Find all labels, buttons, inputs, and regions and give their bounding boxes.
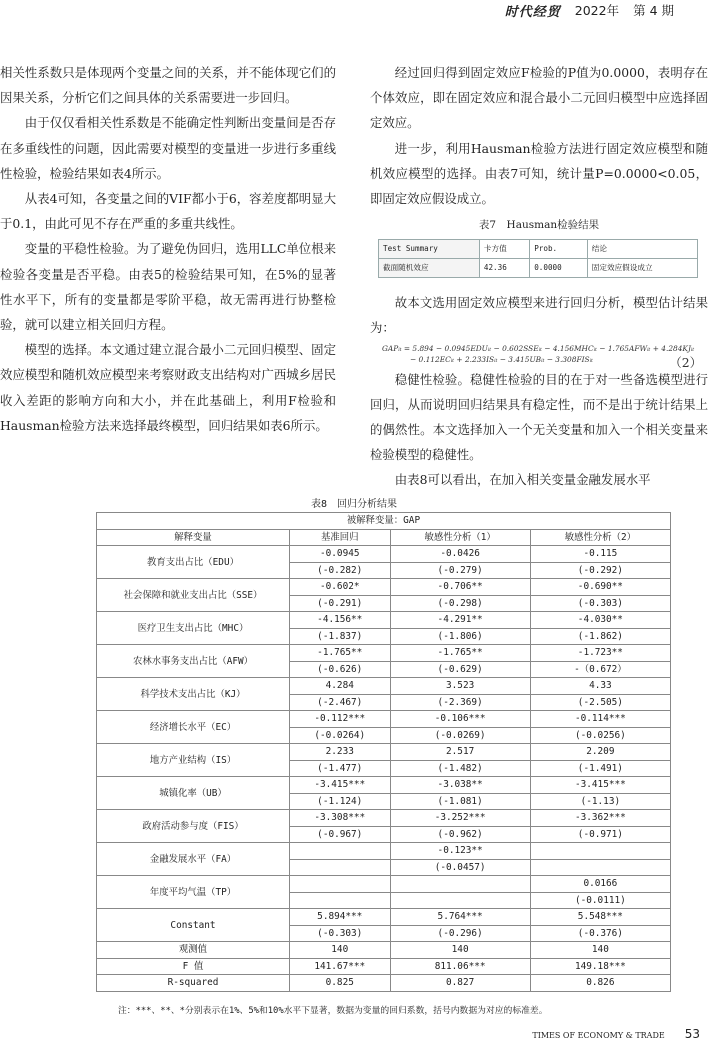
coef-cell: -4.030** [530,612,670,629]
se-cell [290,859,391,876]
summary-row [97,958,671,975]
regression-table [96,512,671,992]
table-cell: 截面随机效应 [379,259,480,278]
se-cell: (-0.292) [530,562,670,579]
paragraph: 从表4可知，各变量之间的VIF都小于6，容差度都明显大于0.1，由此可见不存在严重的多重共线性。 [0,191,336,232]
se-cell: (-2.467) [290,694,391,711]
table-row [97,843,671,860]
paragraph: 进一步，利用Hausman检验方法进行固定效应模型和随机效应模型的选择。由表7可知，统计量P=0.0000<0.05，即固定效应假设成立。 [370,140,708,207]
se-cell: (-0.0264) [290,727,391,744]
coef-cell: 5.894*** [290,909,391,926]
coef-cell: -0.112*** [290,711,391,728]
variable-name: 农林水事务支出占比（AFW） [97,645,290,678]
se-cell: (-0.296) [390,925,530,942]
se-cell: (-1.477) [290,760,391,777]
journal-issue: 第 4 期 [633,3,674,18]
page-number: 53 [684,1027,700,1041]
table-cell: 固定效应假设成立 [587,259,697,278]
variable-name: 教育支出占比（EDU） [97,546,290,579]
se-cell: (-0.303) [530,595,670,612]
table-row [379,240,698,259]
se-cell: (-0.962) [390,826,530,843]
hausman-table [378,239,698,278]
table-row [379,259,698,278]
paragraph: 经过回归得到固定效应F检验的P值为0.0000，表明存在个体效应，即在固定效应和混合最小二元回归模型中应选择固定效应。 [370,65,708,131]
journal-brand: 时代经贸 [504,4,561,20]
coef-cell: -0.690** [530,579,670,596]
coef-cell: -0.602* [290,579,391,596]
coef-cell: -3.362*** [530,810,670,827]
table8-caption: 表8 回归分析结果 [310,499,398,510]
equation-line: − 0.112ECᵢₜ + 2.233ISᵢₜ − 3.415UBᵢₜ − 3.308FISᵢₜ [410,354,593,364]
se-cell: (-0.0457) [390,859,530,876]
paragraph: 由于仅仅看相关性系数是不能确定性判断出变量间是否存在多重线性的问题，因此需要对模型的变量进一步进行多重线性检验，检验结果如表4所示。 [0,115,336,181]
coef-cell: -1.765** [290,645,391,662]
left-column [0,60,336,438]
coef-cell: -3.415*** [290,777,391,794]
coef-cell: 4.284 [290,678,391,695]
se-cell: (-1.806) [390,628,530,645]
coef-cell: 2.517 [390,744,530,761]
coef-cell: -0.114*** [530,711,670,728]
se-cell: -（0.672） [530,661,670,678]
variable-name: 政府活动参与度（FIS） [97,810,290,843]
coef-cell: -3.308*** [290,810,391,827]
table-row [97,612,671,629]
se-cell: (-0.298) [390,595,530,612]
coef-cell: 2.209 [530,744,670,761]
se-cell: (-1.862) [530,628,670,645]
se-cell [390,892,530,909]
header-cell: 基准回归 [290,529,391,546]
table-row [97,810,671,827]
se-cell: (-0.629) [390,661,530,678]
se-cell: (-0.626) [290,661,391,678]
se-cell: (-0.279) [390,562,530,579]
summary-cell: 811.06*** [390,958,530,975]
coef-cell: -0.115 [530,546,670,563]
variable-name: 医疗卫生支出占比（MHC） [97,612,290,645]
table-cell: Prob. [530,240,588,259]
table-row [97,744,671,761]
paragraph: 模型的选择。本文通过建立混合最小二元回归模型、固定效应模型和随机效应模型来考察财政支出结构对广西城乡居民收入差距的影响方向和大小，并在此基础上，利用F检验和Hausman检验方法来选择最终模型，回归结果如表6所示。 [0,342,336,433]
equation-line: GAPᵢₜ = 5.894 − 0.0945EDUᵢₜ − 0.602SSEᵢₜ − 4.156MHCᵢₜ − 1.765AFWᵢₜ + 4.284KJᵢₜ [382,343,695,353]
coef-cell: -1.723** [530,645,670,662]
paragraph: 稳健性检验。稳健性检验的目的在于对一些备选模型进行回归，从而说明回归结果具有稳定性，而不是出于统计结果上的偶然性。本文选择加入一个无关变量和加入一个相关变量来检验模型的稳健性。 [370,371,708,463]
se-cell: (-0.0256) [530,727,670,744]
table-header-row [97,529,671,546]
summary-cell: 0.826 [530,975,670,992]
se-cell: (-0.303) [290,925,391,942]
journal-year: 2022年 [574,3,620,18]
coef-cell: 4.33 [530,678,670,695]
page-footer [532,1027,700,1041]
paragraph: 由表8可以看出，在加入相关变量金融发展水平 [394,472,651,488]
header-cell: 解释变量 [97,529,290,546]
table-row [97,909,671,926]
variable-name: 社会保障和就业支出占比（SSE） [97,579,290,612]
se-cell: (-0.282) [290,562,391,579]
coef-cell: -0.106*** [390,711,530,728]
variable-name: 地方产业结构（IS） [97,744,290,777]
table-cell: Test Summary [379,240,480,259]
variable-name: 经济增长水平（EC） [97,711,290,744]
se-cell: (-1.13) [530,793,670,810]
coef-cell: -0.0426 [390,546,530,563]
coef-cell: 5.548*** [530,909,670,926]
coef-cell: -4.156** [290,612,391,629]
header-cell: 敏感性分析（1） [390,529,530,546]
table-cell: 卡方值 [479,240,529,259]
coef-cell: 3.523 [390,678,530,695]
journal-name: TIMES OF ECONOMY & TRADE [532,1031,665,1040]
summary-row [97,942,671,959]
summary-cell: 149.18*** [530,958,670,975]
dependent-variable: 被解释变量：GAP [97,513,671,530]
summary-cell: 观测值 [97,942,290,959]
right-column [370,60,708,493]
regression-equation [370,343,708,370]
summary-cell: 0.827 [390,975,530,992]
coef-cell [390,876,530,893]
coef-cell [290,876,391,893]
summary-cell: 140 [390,942,530,959]
coef-cell: 5.764*** [390,909,530,926]
se-cell [530,859,670,876]
coef-cell: -0.0945 [290,546,391,563]
coef-cell: -4.291** [390,612,530,629]
table-note: 注：***、**、*分别表示在1%、5%和10%水平下显著，数据为变量的回归系数，括号内数据为对应的标准差。 [118,1006,548,1016]
variable-name: 年度平均气温（TP） [97,876,290,909]
header-cell: 敏感性分析（2） [530,529,670,546]
table7-caption: 表7 Hausman检验结果 [478,219,600,232]
table-row [97,546,671,563]
page-header [505,0,674,20]
summary-cell: R-squared [97,975,290,992]
variable-name: 城镇化率（UB） [97,777,290,810]
table-row [97,645,671,662]
coef-cell: 2.233 [290,744,391,761]
table-row [97,678,671,695]
se-cell [290,892,391,909]
paragraph: 故本文选用固定效应模型来进行回归分析，模型估计结果为： [370,295,708,336]
coef-cell [290,843,391,860]
se-cell: (-2.505) [530,694,670,711]
summary-cell: 140 [290,942,391,959]
table-row [97,876,671,893]
se-cell: (-0.291) [290,595,391,612]
summary-cell: 0.825 [290,975,391,992]
se-cell: (-1.482) [390,760,530,777]
variable-name: 科学技术支出占比（KJ） [97,678,290,711]
table-row [97,777,671,794]
paragraph: 变量的平稳性检验。为了避免伪回归，选用LLC单位根来检验各变量是否平稳。由表5的检验结果可知，在5%的显著性水平下，所有的变量都是零阶平稳，故无需再进行协整检验，就可以建立相关回归方程。 [0,241,336,333]
table-cell: 结论 [587,240,697,259]
se-cell: (-1.491) [530,760,670,777]
table-cell: 42.36 [479,259,529,278]
equation-number: （2） [669,354,702,370]
coef-cell: 0.0166 [530,876,670,893]
coef-cell: -0.706** [390,579,530,596]
se-cell: (-2.369) [390,694,530,711]
coef-cell: -3.415*** [530,777,670,794]
se-cell: (-0.376) [530,925,670,942]
table-cell: 0.0000 [530,259,588,278]
variable-name: Constant [97,909,290,942]
se-cell: (-0.0111) [530,892,670,909]
table-row [97,579,671,596]
se-cell: (-0.971) [530,826,670,843]
coef-cell: -3.038** [390,777,530,794]
se-cell: (-0.967) [290,826,391,843]
se-cell: (-1.124) [290,793,391,810]
coef-cell: -3.252*** [390,810,530,827]
table-row [97,711,671,728]
summary-cell: F 值 [97,958,290,975]
summary-cell: 141.67*** [290,958,391,975]
coef-cell [530,843,670,860]
paragraph: 相关性系数只是体现两个变量之间的关系，并不能体现它们的因果关系，分析它们之间具体的关系需要进一步回归。 [0,65,336,106]
summary-cell: 140 [530,942,670,959]
coef-cell: -0.123** [390,843,530,860]
se-cell: (-0.0269) [390,727,530,744]
se-cell: (-1.081) [390,793,530,810]
variable-name: 金融发展水平（FA） [97,843,290,876]
summary-row [97,975,671,992]
se-cell: (-1.837) [290,628,391,645]
coef-cell: -1.765** [390,645,530,662]
table-row [97,513,671,530]
